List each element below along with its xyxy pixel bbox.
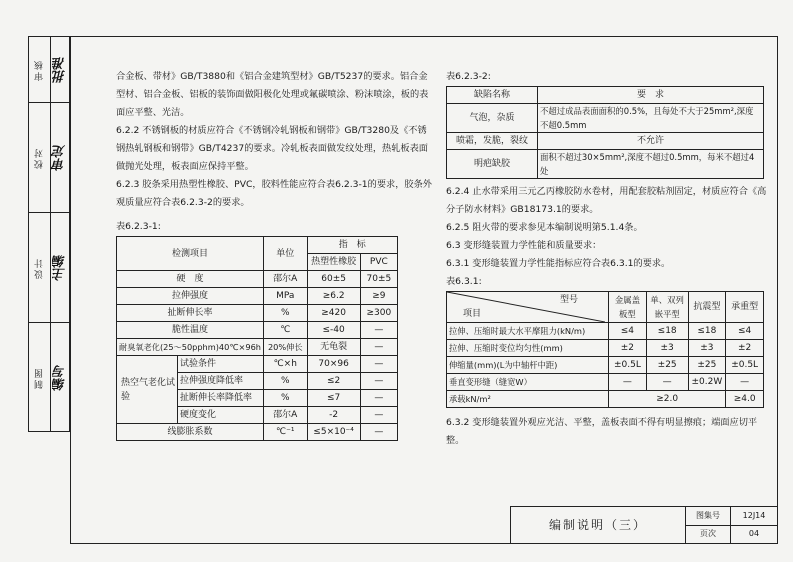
cell-single: ±25 [646, 357, 688, 374]
cell-item: 扯断伸长率 [117, 305, 264, 322]
cell-load-light: ≥2.0 [609, 391, 726, 408]
cell-load-heavy: ≥4.0 [726, 391, 764, 408]
cell-single: — [646, 374, 688, 391]
table-6-2-3-1-caption: 表6.2.3-1: [116, 221, 161, 232]
handwritten-signature: 编写 [53, 365, 68, 391]
atlas-label: 图集号 [686, 507, 731, 526]
cell-pvc: — [360, 339, 397, 356]
cell-seismic: ±3 [688, 340, 726, 357]
cell-unit: % [264, 305, 308, 322]
cell-unit: MPa [264, 288, 308, 305]
table-row [117, 424, 398, 441]
cell-item: 试验条件 [178, 356, 264, 373]
cell-metal: ≤4 [609, 323, 647, 340]
table-6-2-3-1 [116, 236, 398, 441]
table-row [117, 288, 398, 305]
header-pvc: PVC [360, 254, 397, 271]
right-column [446, 68, 772, 450]
cell-item: 硬度变化 [178, 407, 264, 424]
role-label: 审核 [35, 58, 45, 81]
table-row [117, 322, 398, 339]
title-block-table [510, 506, 778, 544]
cell-load: ±2 [726, 340, 764, 357]
table-row [117, 305, 398, 322]
table-row [117, 339, 398, 356]
paragraph-6-2-3: 6.2.3 胶条采用热塑性橡胶、PVC，胶料性能应符合表6.2.3-1的要求，胶条外观质量应符合表6.2.3-2的要求。 [116, 179, 432, 208]
header-load: 承重型 [726, 292, 764, 323]
header-diagonal-cell [447, 292, 609, 323]
cell-tpr: ≤2 [307, 373, 360, 390]
cell-pvc: 70±5 [360, 271, 397, 288]
signature-cell [50, 213, 71, 323]
header-metal: 金属盖板型 [609, 292, 647, 323]
table-6-2-3-2-caption: 表6.2.3-2: [446, 71, 491, 82]
cell-tpr: 无龟裂 [307, 339, 360, 356]
cell-seismic: ±0.2W [688, 374, 726, 391]
cell-metal: ±0.5L [609, 357, 647, 374]
role-label: 设计 [35, 256, 45, 279]
cell-metal: — [609, 374, 647, 391]
cell-load: ±0.5L [726, 357, 764, 374]
cell-load: — [726, 374, 764, 391]
handwritten-signature: 主编 [53, 254, 68, 281]
cell-requirement: 不超过成品表面面积的0.5%，且每处不大于25mm²,深度不超0.5mm [538, 104, 764, 133]
cell-requirement: 面积不超过30×5mm²,深度不超过0.5mm，每米不超过4处 [538, 150, 764, 179]
table-row [117, 356, 398, 373]
role-cell [29, 37, 50, 103]
cell-item: 伸缩量(mm)(L为中轴杆中距) [447, 357, 609, 374]
atlas-number: 12J14 [731, 507, 778, 526]
table-row [447, 357, 764, 374]
cell-tpr: ≤-40 [307, 322, 360, 339]
header-item: 检测项目 [117, 237, 264, 271]
handwritten-signature: 审定 [53, 144, 68, 171]
cell-single: ±3 [646, 340, 688, 357]
paragraph-6-3: 6.3 变形缝装置力学性能和质量要求： [446, 240, 602, 251]
cell-pvc: ≥9 [360, 288, 397, 305]
cell-item: 耐臭氧老化(25～50pphm)40℃×96h [117, 339, 264, 356]
cell-item: 承载kN/m² [447, 391, 609, 408]
cell-single: ≤18 [646, 323, 688, 340]
cell-tpr: ≤5×10⁻⁴ [307, 424, 360, 441]
table-row [447, 133, 764, 150]
cell-pvc: ≥300 [360, 305, 397, 322]
cell-unit: 20%伸长 [264, 339, 308, 356]
cell-metal: ±2 [609, 340, 647, 357]
cell-item: 垂直变形缝（缝宽W） [447, 374, 609, 391]
header-unit: 单位 [264, 237, 308, 271]
table-row [447, 323, 764, 340]
cell-item: 拉伸强度降低率 [178, 373, 264, 390]
header-index: 指 标 [307, 237, 398, 254]
cell-unit: ℃ [264, 322, 308, 339]
cell-pvc: — [360, 373, 397, 390]
signature-roles-column [29, 37, 51, 431]
cell-defect: 气泡，杂质 [447, 104, 538, 133]
cell-item: 硬 度 [117, 271, 264, 288]
cell-tpr: ≥6.2 [307, 288, 360, 305]
cell-tpr: -2 [307, 407, 360, 424]
cell-seismic: ≤18 [688, 323, 726, 340]
paragraph-6-2-2: 6.2.2 不锈钢板的材质应符合《不锈钢冷轧钢板和钢带》GB/T3280及《不锈钢热轧钢板和钢带》GB/T4237的要求。冷轧板表面做发纹处理，热轧板表面做抛光处理，板表面应保持平整。 [116, 125, 428, 172]
cell-tpr: ≤7 [307, 390, 360, 407]
signature-cell [50, 103, 71, 213]
left-column [116, 68, 432, 441]
page-label: 页次 [686, 525, 731, 544]
header-single: 单、双列嵌平型 [646, 292, 688, 323]
cell-item: 拉伸强度 [117, 288, 264, 305]
role-label: 校对 [35, 146, 45, 169]
cell-pvc: — [360, 322, 397, 339]
cell-unit: ℃⁻¹ [264, 424, 308, 441]
cell-load: ≤4 [726, 323, 764, 340]
cell-tpr: 70×96 [307, 356, 360, 373]
paragraph-6-3-1: 6.3.1 变形缝装置力学性能指标应符合表6.3.1的要求。 [446, 258, 671, 269]
cell-seismic: ±25 [688, 357, 726, 374]
role-cell [29, 323, 50, 433]
cell-unit: ℃×h [264, 356, 308, 373]
table-header-row [447, 292, 764, 323]
signature-cell [50, 323, 71, 433]
title-block [510, 506, 778, 544]
table-row [447, 150, 764, 179]
cell-unit: 邵尔A [264, 271, 308, 288]
cell-defect: 喷霜，发脆，裂纹 [447, 133, 538, 150]
role-cell [29, 103, 50, 213]
cell-item: 脆性温度 [117, 322, 264, 339]
signature-cell [50, 37, 71, 103]
header-requirement: 要 求 [538, 87, 764, 104]
role-cell [29, 213, 50, 323]
table-header-row [447, 87, 764, 104]
cell-defect: 明疤缺胶 [447, 150, 538, 179]
sheet-title: 编制说明（三） [511, 507, 686, 544]
cell-pvc: — [360, 407, 397, 424]
table-6-3-1-caption: 表6.3.1: [446, 276, 482, 287]
cell-pvc: — [360, 356, 397, 373]
cell-pvc: — [360, 424, 397, 441]
paragraph-6-2-5: 6.2.5 阻火带的要求参见本编制说明第5.1.4条。 [446, 222, 643, 233]
cell-item: 拉伸、压缩时变位均匀性(mm) [447, 340, 609, 357]
cell-item: 扯断伸长率降低率 [178, 390, 264, 407]
cell-item: 线膨胀系数 [117, 424, 264, 441]
signature-names-column [50, 37, 71, 431]
cell-pvc: — [360, 390, 397, 407]
table-row [117, 271, 398, 288]
handwritten-signature: 批准 [53, 56, 68, 83]
header-seismic: 抗震型 [688, 292, 726, 323]
role-label: 制图 [35, 367, 45, 389]
cell-item: 拉伸、压缩时最大水平摩阻力(kN/m) [447, 323, 609, 340]
header-type: 型号 [560, 295, 579, 305]
header-item: 项目 [463, 309, 482, 319]
paragraph-6-3-2: 6.3.2 变形缝装置外观应光洁、平整，盖板表面不得有明显擦痕；端面应切平整。 [446, 417, 758, 446]
cell-tpr: 60±5 [307, 271, 360, 288]
paragraph-6-2-4: 6.2.4 止水带采用三元乙丙橡胶防水卷材，用配套胶粘剂固定，材质应符合《高分子防水材料》GB18173.1的要求。 [446, 186, 767, 215]
signature-strip [28, 36, 70, 432]
table-row [447, 391, 764, 408]
table-row [447, 340, 764, 357]
page-number: 04 [731, 525, 778, 544]
table-header-row [117, 237, 398, 254]
cell-tpr: ≥420 [307, 305, 360, 322]
table-row [447, 374, 764, 391]
table-6-3-1 [446, 291, 764, 408]
header-tpr: 热塑性橡胶 [307, 254, 360, 271]
table-6-2-3-2 [446, 86, 764, 179]
cell-aging-group: 热空气老化试验 [117, 356, 178, 424]
header-defect: 缺陷名称 [447, 87, 538, 104]
cell-requirement: 不允许 [538, 133, 764, 150]
cell-unit: % [264, 373, 308, 390]
cell-unit: % [264, 390, 308, 407]
table-row [447, 104, 764, 133]
paragraph-aluminum: 合金板、带材》GB/T3880和《铝合金建筑型材》GB/T5237的要求。铝合金型材、铝合金板、铝板的装饰面做阳极化处理或氟碳喷涂、粉沫喷涂，板的表面应平整、光洁。 [116, 71, 429, 118]
cell-unit: 邵尔A [264, 407, 308, 424]
